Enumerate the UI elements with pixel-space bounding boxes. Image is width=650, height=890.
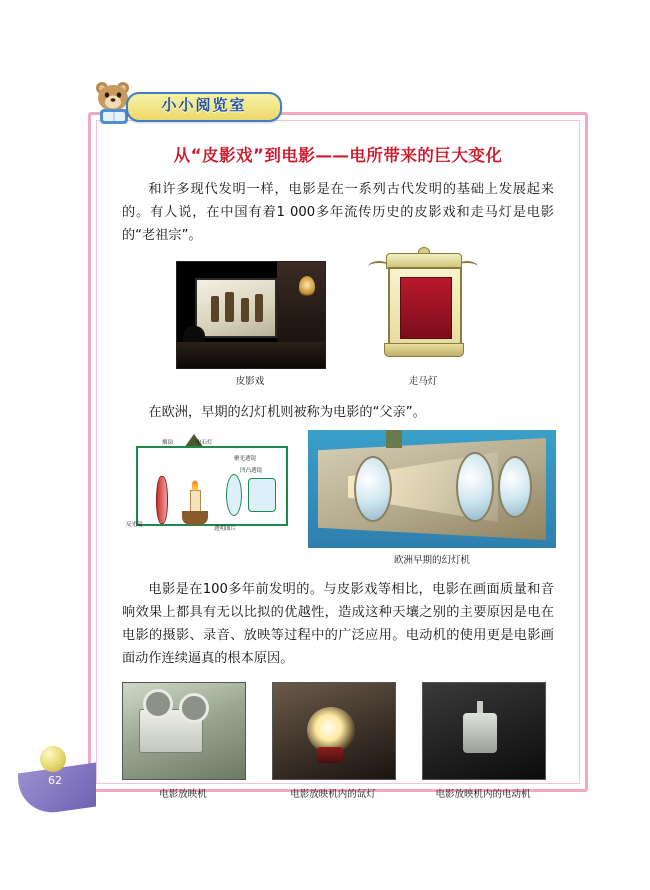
puppet-figure	[211, 296, 219, 322]
lantern-panel	[400, 277, 452, 339]
lantern-lens-2	[456, 452, 494, 522]
projector-reel-top	[143, 689, 173, 719]
diagram-label-condenser: 聚光透镜	[234, 456, 257, 462]
page-number: 62	[48, 774, 62, 787]
figure-caption-xenon-lamp: 电影放映机内的氙灯	[290, 789, 376, 800]
lantern-lens-1	[354, 456, 392, 522]
corner-ball-shape	[40, 746, 66, 772]
puppet-figure	[241, 298, 249, 322]
diagram-flame	[192, 480, 198, 491]
diagram-label-chimney: 烟囱	[162, 440, 174, 446]
puppet-figure	[255, 294, 263, 322]
figure-row-3	[104, 682, 572, 812]
motor-body	[463, 713, 497, 753]
article-content	[104, 130, 572, 800]
magic-lantern-illustration	[308, 430, 556, 548]
diagram-condenser-lens	[226, 474, 242, 516]
lantern-body	[388, 267, 462, 347]
magic-lantern-diagram	[122, 434, 298, 544]
film-projector-photo	[122, 682, 246, 780]
diagram-stand	[182, 511, 208, 525]
diagram-reflector	[156, 476, 168, 524]
diagram-housing	[136, 446, 288, 526]
banner-label: 小小阅览室	[161, 96, 247, 114]
xenon-lamp-base	[317, 747, 343, 763]
lantern-chimney	[386, 430, 402, 448]
projector-motor-photo	[422, 682, 546, 780]
revolving-lantern-illustration	[362, 247, 484, 377]
page-title: 从“皮影戏”到电影——电所带来的巨大变化	[173, 146, 503, 165]
puppet-figure	[225, 292, 234, 322]
diagram-label-objective: 凹凸透镜	[240, 468, 263, 474]
photo-lamp-glow	[299, 276, 315, 298]
lantern-bottom	[384, 343, 464, 357]
paragraph-3: 电影是在100多年前发明的。与皮影戏等相比，电影在画面质量和音响效果上都具有无以比拟的优越性，造成这种天壤之别的主要原因是电在电影的摄影、录音、放映等过程中的广泛应用。电动机的使用更是电影画面动作连续逼真的根本原因。	[122, 582, 554, 666]
diagram-label-lamp: 电石灯	[196, 440, 213, 446]
paragraph-1: 和许多现代发明一样，电影是在一系列古代发明的基础上发展起来的。有人说，在中国有着1 000多年流传历史的皮影戏和走马灯是电影的“老祖宗”。	[122, 182, 554, 243]
page-corner-decoration	[18, 738, 104, 816]
projector-xenon-lamp-photo	[272, 682, 396, 780]
projector-reel-bottom	[179, 693, 209, 723]
figure-caption-projector: 电影放映机	[159, 789, 207, 800]
diagram-objective-lens	[248, 478, 276, 512]
figure-caption-lantern: 走马灯	[408, 376, 438, 387]
diagram-label-reflector: 反光镜	[126, 522, 143, 528]
photo-foreground-table	[177, 342, 325, 368]
lantern-lens-3	[498, 456, 532, 518]
figure-row-2	[104, 434, 572, 566]
figure-caption-shadow-play: 皮影戏	[235, 376, 265, 387]
shadow-play-photo	[176, 261, 326, 369]
paragraph-2: 在欧洲，早期的幻灯机则被称为电影的“父亲”。	[148, 405, 426, 420]
figure-caption-motor: 电影放映机内的电动机	[435, 789, 531, 800]
figure-row-1	[104, 257, 572, 392]
shadow-screen	[195, 278, 277, 338]
diagram-label-slide: 透明图片	[214, 526, 237, 532]
figure-caption-magic-lantern: 欧洲早期的幻灯机	[393, 555, 470, 566]
section-banner	[82, 80, 322, 126]
